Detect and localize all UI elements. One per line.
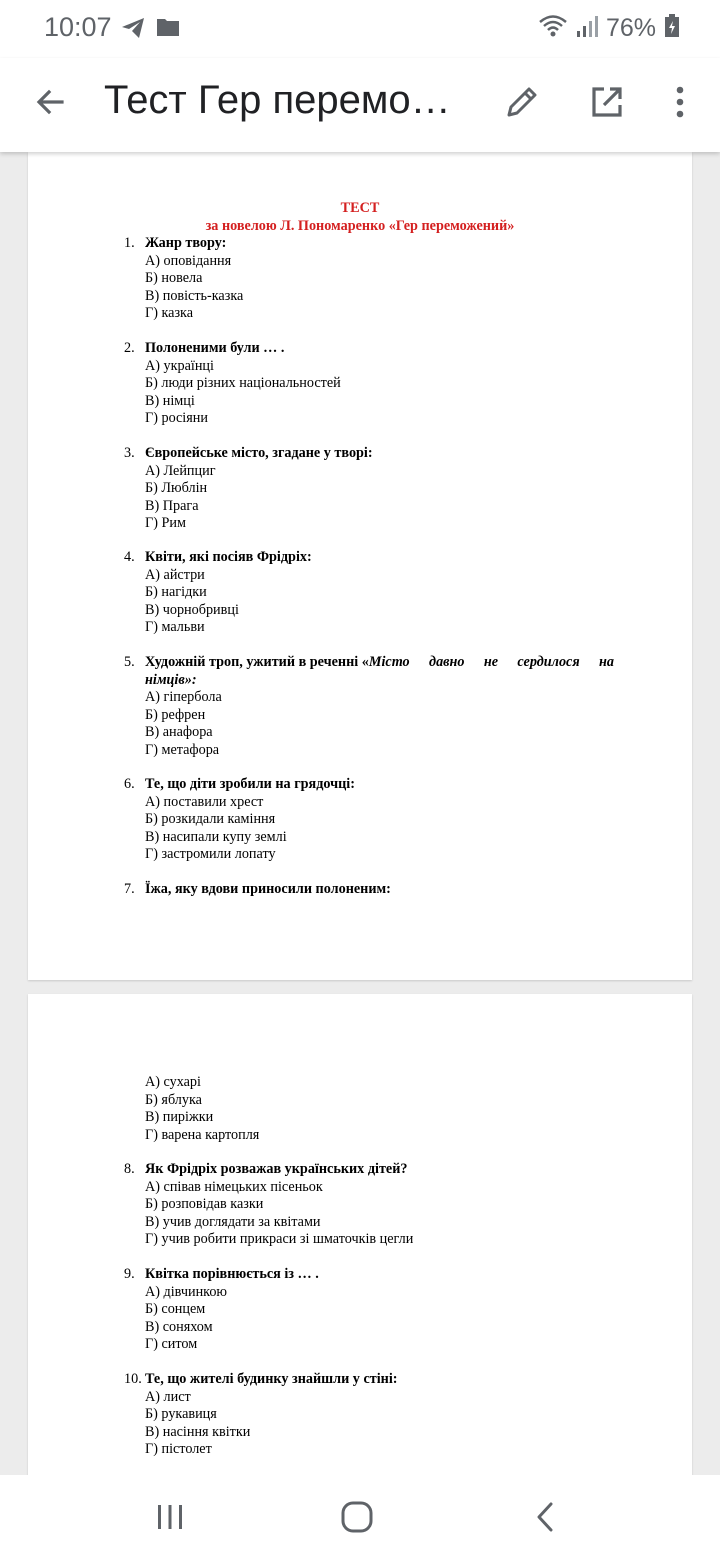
doc-title: ТЕСТ xyxy=(340,200,380,216)
question-number: 7. xyxy=(124,881,135,897)
battery-icon xyxy=(664,14,680,43)
answer-option: В) пиріжки xyxy=(145,1109,214,1125)
status-bar xyxy=(0,0,720,58)
answer-option: А) оповідання xyxy=(145,252,232,269)
answer-option: А) айстри xyxy=(145,566,205,583)
wifi-icon xyxy=(538,13,568,44)
question-4 xyxy=(124,549,614,637)
answer-option: В) чорнобривці xyxy=(145,601,239,618)
answer-option: Б) розкидали каміння xyxy=(145,811,276,827)
question-text: Те, що діти зробили на грядочці: xyxy=(145,776,355,792)
system-nav-bar xyxy=(0,1475,720,1560)
answer-option: В) учив доглядати за квітами xyxy=(145,1213,321,1230)
question-7-options xyxy=(145,1074,615,1144)
question-5 xyxy=(124,654,614,759)
question-quote-end: »: xyxy=(184,671,197,688)
answer-option: Г) пістолет xyxy=(145,1441,212,1457)
answer-option: Б) рефрен xyxy=(145,706,206,723)
question-number: 1. xyxy=(124,235,135,251)
answer-option: В) Прага xyxy=(145,497,199,514)
answer-option: Б) Люблін xyxy=(145,480,208,496)
answer-option: А) дівчинкою xyxy=(145,1283,228,1300)
question-text xyxy=(145,654,614,672)
edit-button[interactable] xyxy=(500,82,544,126)
answer-option: А) українці xyxy=(145,357,214,374)
question-text: Квіти, які посіяв Фрідріх: xyxy=(145,549,312,565)
open-external-icon xyxy=(590,85,624,124)
status-time: 10:07 xyxy=(44,12,112,42)
answer-option: Г) учив робити прикраси зі шматочків цегли xyxy=(145,1231,414,1247)
question-text-prefix: Художній троп, ужитий в реченні « xyxy=(145,654,369,670)
answer-option: А) гіпербола xyxy=(145,689,222,705)
question-7 xyxy=(124,881,614,899)
answer-option: Б) яблука xyxy=(145,1091,202,1108)
question-text: Їжа, яку вдови приносили полоненим: xyxy=(145,881,391,897)
answer-option: А) лист xyxy=(145,1388,191,1405)
back-arrow-icon xyxy=(34,86,66,123)
answer-option: А) поставили хрест xyxy=(145,793,264,810)
answer-option: В) повість-казка xyxy=(145,287,244,304)
question-3 xyxy=(124,445,614,533)
answer-option: Б) сонцем xyxy=(145,1301,206,1317)
recent-apps-icon xyxy=(155,1502,185,1537)
answer-option: В) анафора xyxy=(145,724,213,740)
question-text: Те, що жителі будинку знайшли у стіні: xyxy=(145,1371,398,1387)
folder-icon xyxy=(156,16,180,45)
document-title: Тест Гер перемо… xyxy=(104,78,451,122)
answer-option: А) співав німецьких пісеньок xyxy=(145,1178,323,1195)
answer-option: Б) рукавиця xyxy=(145,1406,217,1422)
answer-option: В) німці xyxy=(145,392,195,409)
question-text: Як Фрідріх розважав українських дітей? xyxy=(145,1161,408,1177)
answer-option: Б) люди різних національностей xyxy=(145,375,341,391)
nav-back-button[interactable] xyxy=(523,1497,567,1541)
question-number: 2. xyxy=(124,340,135,356)
answer-option: В) соняхом xyxy=(145,1318,213,1335)
question-number: 3. xyxy=(124,445,135,461)
question-text: Полоненими були … . xyxy=(145,340,285,356)
doc-subtitle: за новелою Л. Пономаренко «Гер переможений» xyxy=(205,218,515,234)
signal-icon xyxy=(576,14,598,43)
question-quote: Місто давно не сердилося на xyxy=(368,654,614,670)
more-vert-icon xyxy=(675,86,685,123)
answer-option: Г) росіяни xyxy=(145,410,208,426)
question-number: 6. xyxy=(124,776,135,792)
question-number: 5. xyxy=(124,654,135,670)
open-external-button[interactable] xyxy=(585,82,629,126)
answer-option: Г) застромили лопату xyxy=(145,846,276,862)
question-number: 10. xyxy=(124,1371,142,1387)
question-quote-cont: німців xyxy=(145,671,185,688)
recent-apps-button[interactable] xyxy=(148,1497,192,1541)
answer-option: В) насипали купу землі xyxy=(145,828,287,845)
question-2 xyxy=(124,340,614,428)
answer-option: А) сухарі xyxy=(145,1074,201,1090)
document-viewer[interactable] xyxy=(0,152,720,1475)
question-1 xyxy=(124,235,614,323)
back-button[interactable] xyxy=(28,82,72,126)
home-icon xyxy=(340,1500,374,1539)
answer-option: Б) новела xyxy=(145,270,203,286)
battery-percent: 76% xyxy=(605,14,656,42)
more-options-button[interactable] xyxy=(658,82,702,126)
answer-option: Б) розповідав казки xyxy=(145,1196,264,1212)
question-9 xyxy=(124,1266,614,1354)
question-number: 9. xyxy=(124,1266,135,1282)
answer-option: Г) ситом xyxy=(145,1336,198,1352)
back-icon xyxy=(533,1501,557,1538)
home-button[interactable] xyxy=(335,1497,379,1541)
answer-option: Г) Рим xyxy=(145,515,186,531)
question-text: Жанр твору: xyxy=(145,235,227,251)
answer-option: Г) метафора xyxy=(145,741,220,758)
question-8 xyxy=(124,1161,614,1249)
document-page-1 xyxy=(28,152,692,980)
question-number: 8. xyxy=(124,1161,135,1177)
question-number: 4. xyxy=(124,549,135,565)
answer-option: Г) варена картопля xyxy=(145,1126,260,1143)
answer-option: Б) нагідки xyxy=(145,584,207,600)
question-text-cont xyxy=(145,672,614,690)
telegram-icon xyxy=(120,16,146,45)
answer-option: Г) мальви xyxy=(145,619,205,635)
question-text: Європейське місто, згадане у творі: xyxy=(145,445,373,461)
question-text: Квітка порівнюється із … . xyxy=(145,1266,319,1282)
document-page-2 xyxy=(28,994,692,1475)
answer-option: А) Лейпциг xyxy=(145,462,216,479)
question-6 xyxy=(124,776,614,864)
answer-option: Г) казка xyxy=(145,305,194,321)
app-bar xyxy=(0,58,720,152)
answer-option: В) насіння квітки xyxy=(145,1423,251,1440)
question-10 xyxy=(124,1371,614,1459)
edit-pencil-icon xyxy=(505,85,539,124)
